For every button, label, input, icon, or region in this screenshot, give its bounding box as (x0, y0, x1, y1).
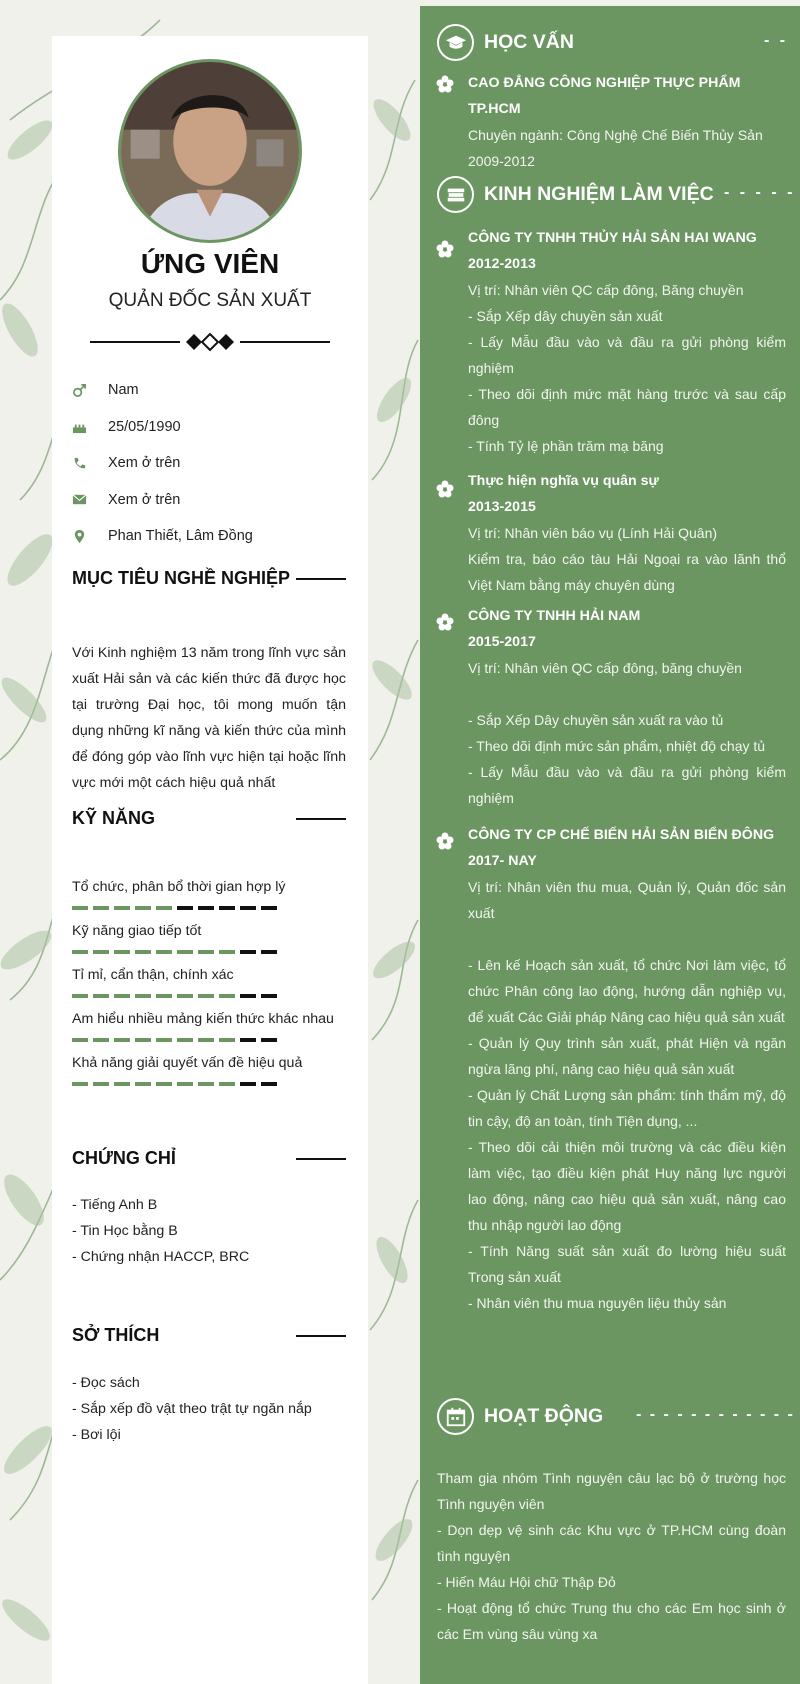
education-heading-text: HỌC VẤN (484, 31, 574, 53)
skill-level-segment (93, 950, 109, 954)
activity-line: Tham gia nhóm Tình nguyện câu lạc bộ ở trường học Tình nguyện viên (437, 1470, 786, 1512)
objective-heading (72, 568, 346, 589)
ornament-divider (90, 330, 330, 354)
skill-level-segment (219, 1082, 235, 1086)
skill-level-segment (198, 950, 214, 954)
skill-level-segment (261, 950, 277, 954)
experience-company: CÔNG TY CP CHẾ BIẾN HẢI SẢN BIỂN ĐÔNG (468, 827, 775, 843)
experience-heading (437, 176, 714, 213)
experience-company: Thực hiện nghĩa vụ quân sự (468, 473, 659, 489)
skill-name: Am hiểu nhiều mảng kiến thức khác nhau (72, 1011, 334, 1027)
experience-line: - Lấy Mẫu đầu vào và đầu ra gửi phòng kiểm nghiệm (468, 334, 786, 376)
skill-level-segment (72, 994, 88, 998)
skill-level-segment (72, 906, 88, 910)
skill-level-bar (72, 906, 346, 910)
flower-bullet-icon (436, 240, 454, 258)
experience-line: - Tính Năng suất sản xuất đo lường hiệu suất Trong sản xuất (468, 1243, 786, 1285)
objective-heading-text: MỤC TIÊU NGHỀ NGHIỆP (72, 568, 291, 588)
skill-level-segment (177, 1038, 193, 1042)
flower-bullet-icon (436, 480, 454, 498)
experience-line: Vị trí: Nhân viên báo vụ (Lính Hải Quân) (468, 525, 718, 541)
skill-level-segment (72, 950, 88, 954)
flower-bullet-icon (436, 832, 454, 850)
experience-dash-ornament: - - - - - (724, 184, 796, 201)
skill-level-segment (114, 1082, 130, 1086)
contact-address (72, 518, 352, 555)
experience-line: - Lên kế Hoạch sản xuất, tổ chức Nơi làm việc, tổ chức Phân công lao động, hướng dẫn nghiệp vụ, để xuất Các Giải pháp Nâng cao hiệu quả sản xuất (468, 957, 786, 1025)
activities-list (437, 1465, 786, 1647)
contact-phone (72, 445, 352, 482)
skill-level-segment (177, 994, 193, 998)
contact-email (72, 482, 352, 519)
skill-name: Tỉ mỉ, cẩn thận, chính xác (72, 967, 234, 983)
experience-entry (468, 822, 786, 1316)
skill-level-segment (261, 1082, 277, 1086)
skill-level-segment (177, 906, 193, 910)
skill-level-segment (72, 1038, 88, 1042)
experience-line: Vị trí: Nhân viên thu mua, Quản lý, Quản đốc sản xuất (468, 879, 786, 921)
graduation-cap-icon (437, 24, 474, 61)
experience-period: 2017- NAY (468, 853, 537, 869)
skill-item (72, 1006, 346, 1042)
phone-icon (72, 456, 108, 471)
skill-level-segment (114, 950, 130, 954)
skill-level-bar (72, 950, 346, 954)
skill-level-bar (72, 1082, 346, 1086)
envelope-icon (72, 492, 108, 507)
experience-entry (468, 468, 786, 598)
hobbies-list (72, 1370, 346, 1448)
skill-level-segment (261, 994, 277, 998)
experience-line (468, 681, 786, 707)
hobby-item: - Đọc sách (72, 1375, 140, 1391)
experience-line (468, 926, 786, 952)
skills-heading (72, 808, 346, 829)
experience-line: - Quản lý Chất Lượng sản phẩm: tính thẩm mỹ, độ tin cậy, độ an toàn, tính Tiện dụng, ... (468, 1087, 786, 1129)
skill-level-segment (114, 1038, 130, 1042)
skill-level-bar (72, 994, 346, 998)
activity-line: - Dọn dẹp vệ sinh các Khu vực ở TP.HCM cùng đoàn tình nguyện (437, 1522, 786, 1564)
contact-gender-value: Nam (108, 382, 139, 399)
education-entry (468, 70, 786, 174)
skill-item (72, 1050, 346, 1086)
skill-level-segment (93, 1082, 109, 1086)
skill-level-segment (219, 950, 235, 954)
skill-level-segment (114, 994, 130, 998)
certificates-heading-text: CHỨNG CHỈ (72, 1148, 176, 1168)
skill-level-segment (198, 994, 214, 998)
certificates-list (72, 1192, 346, 1270)
skill-level-segment (156, 994, 172, 998)
skill-name: Tổ chức, phân bổ thời gian hợp lý (72, 879, 286, 895)
skill-level-segment (261, 906, 277, 910)
experience-period: 2015-2017 (468, 634, 536, 650)
contact-gender (72, 372, 352, 409)
activities-dash-ornament: - - - - - - - - - - - - (636, 1406, 795, 1423)
skill-item (72, 962, 346, 998)
skill-name: Khả năng giải quyết vấn đề hiệu quả (72, 1055, 303, 1071)
skill-level-segment (177, 1082, 193, 1086)
skill-level-segment (198, 906, 214, 910)
hobby-item: - Sắp xếp đồ vật theo trật tự ngăn nắp (72, 1401, 312, 1417)
contact-email-value: Xem ở trên (108, 491, 181, 508)
skill-level-segment (240, 1038, 256, 1042)
contact-birthday (72, 409, 352, 446)
contact-birthday-value: 25/05/1990 (108, 418, 181, 435)
certificate-item: - Chứng nhận HACCP, BRC (72, 1249, 250, 1265)
skill-level-segment (219, 994, 235, 998)
activity-line: - Hoạt động tổ chức Trung thu cho các Em học sinh ở các Em vùng sâu vùng xa (437, 1600, 786, 1642)
skill-level-segment (156, 950, 172, 954)
education-school: CAO ĐẲNG CÔNG NGHIỆP THỰC PHẨM TP.HCM (468, 75, 741, 117)
skill-level-segment (93, 906, 109, 910)
experience-line: - Tính Tỷ lệ phần trăm mạ băng (468, 438, 664, 454)
skill-level-segment (240, 906, 256, 910)
birthday-cake-icon (72, 419, 108, 434)
skill-level-segment (135, 1038, 151, 1042)
skills-heading-text: KỸ NĂNG (72, 808, 156, 828)
experience-line: - Theo dõi định mức sản phẩm, nhiệt độ chạy tủ (468, 738, 766, 754)
certificate-item: - Tiếng Anh B (72, 1197, 158, 1213)
experience-line: - Quản lý Quy trình sản xuất, phát Hiện và ngăn ngừa lãng phí, nâng cao hiệu quả sản xuất (468, 1035, 786, 1077)
skill-level-segment (156, 1082, 172, 1086)
certificate-item: - Tin Học bằng B (72, 1223, 178, 1239)
experience-period: 2013-2015 (468, 499, 536, 515)
skill-level-segment (93, 994, 109, 998)
skill-level-segment (72, 1082, 88, 1086)
hobby-item: - Bơi lội (72, 1427, 121, 1443)
skill-level-segment (219, 1038, 235, 1042)
skill-level-segment (135, 906, 151, 910)
activity-line: - Hiến Máu Hội chữ Thập Đỏ (437, 1574, 616, 1590)
experience-line: Vị trí: Nhân viên QC cấp đông, Băng chuyền (468, 282, 744, 298)
candidate-job-title: QUẢN ĐỐC SẢN XUẤT (108, 290, 312, 311)
objective-text: Với Kinh nghiệm 13 năm trong lĩnh vực sản xuất Hải sản và các kiến thức đã được học tại trường Đại học, tôi mong muốn tận dụng những kĩ năng và kiến thức của mình để đóng góp vào lĩnh vực hiện tại hoặc lĩnh vực mới một cách hiệu quả nhất (72, 645, 346, 791)
experience-heading-text: KINH NGHIỆM LÀM VIỆC (484, 183, 714, 205)
map-marker-icon (72, 529, 108, 544)
candidate-name: ỨNG VIÊN (140, 248, 280, 279)
experience-line: Kiểm tra, báo cáo tàu Hải Ngoại ra vào lãnh thổ Việt Nam bằng máy chuyên dùng (468, 551, 786, 593)
certificates-heading (72, 1148, 346, 1169)
skill-level-segment (135, 994, 151, 998)
skill-level-segment (135, 1082, 151, 1086)
experience-line: - Theo dõi định mức mặt hàng trước và sau cấp đông (468, 386, 786, 428)
experience-line: - Theo dõi cải thiện môi trường và các điều kiện làm việc, tạo điều kiện phát Huy năng lực người lao động, nâng cao hiệu quả sản xuất, nâng cao thu nhập người lao động (468, 1139, 786, 1233)
education-dash-ornament: - - (764, 32, 789, 49)
experience-line: - Nhân viên thu mua nguyên liệu thủy sản (468, 1295, 727, 1311)
avatar (118, 59, 302, 243)
hobbies-heading (72, 1325, 346, 1346)
skill-level-segment (198, 1082, 214, 1086)
experience-company: CÔNG TY TNHH HẢI NAM (468, 608, 641, 624)
contact-list (72, 372, 352, 555)
calendar-icon (437, 1398, 474, 1435)
experience-line: Vị trí: Nhân viên QC cấp đông, băng chuyền (468, 660, 742, 676)
skill-item (72, 918, 346, 954)
skill-level-segment (93, 1038, 109, 1042)
avatar-photo (121, 62, 299, 240)
contact-address-value: Phan Thiết, Lâm Đồng (108, 528, 253, 545)
activities-heading (437, 1398, 603, 1435)
skill-level-segment (114, 906, 130, 910)
education-major: Chuyên ngành: Công Nghệ Chế Biến Thủy Sản (468, 127, 763, 143)
hobbies-heading-text: SỞ THÍCH (72, 1325, 160, 1345)
experience-company: CÔNG TY TNHH THỦY HẢI SẢN HAI WANG (468, 230, 757, 246)
skill-level-segment (156, 1038, 172, 1042)
skill-name: Kỹ năng giao tiếp tốt (72, 923, 202, 939)
skill-level-segment (219, 906, 235, 910)
experience-entry (468, 225, 786, 459)
experience-line: - Sắp Xếp Dây chuyền sản xuất ra vào tủ (468, 712, 724, 728)
experience-line: - Sắp Xếp dây chuyền sản xuất (468, 308, 663, 324)
skills-list (72, 874, 346, 1094)
experience-line: - Lấy Mẫu đầu vào và đầu ra gửi phòng kiểm nghiệm (468, 764, 786, 806)
activities-heading-text: HOẠT ĐỘNG (484, 1405, 604, 1427)
gender-icon (72, 383, 108, 398)
education-period: 2009-2012 (468, 153, 535, 169)
skill-level-segment (156, 906, 172, 910)
skill-level-segment (198, 1038, 214, 1042)
skill-level-segment (240, 994, 256, 998)
contact-phone-value: Xem ở trên (108, 455, 181, 472)
experience-entry (468, 603, 786, 811)
experience-period: 2012-2013 (468, 256, 536, 272)
education-heading (437, 24, 574, 61)
skill-level-segment (240, 950, 256, 954)
skill-level-segment (240, 1082, 256, 1086)
skill-level-segment (261, 1038, 277, 1042)
skill-level-segment (177, 950, 193, 954)
flower-bullet-icon (436, 613, 454, 631)
flower-bullet-icon (436, 75, 454, 93)
skill-level-segment (135, 950, 151, 954)
books-icon (437, 176, 474, 213)
skill-level-bar (72, 1038, 346, 1042)
skill-item (72, 874, 346, 910)
